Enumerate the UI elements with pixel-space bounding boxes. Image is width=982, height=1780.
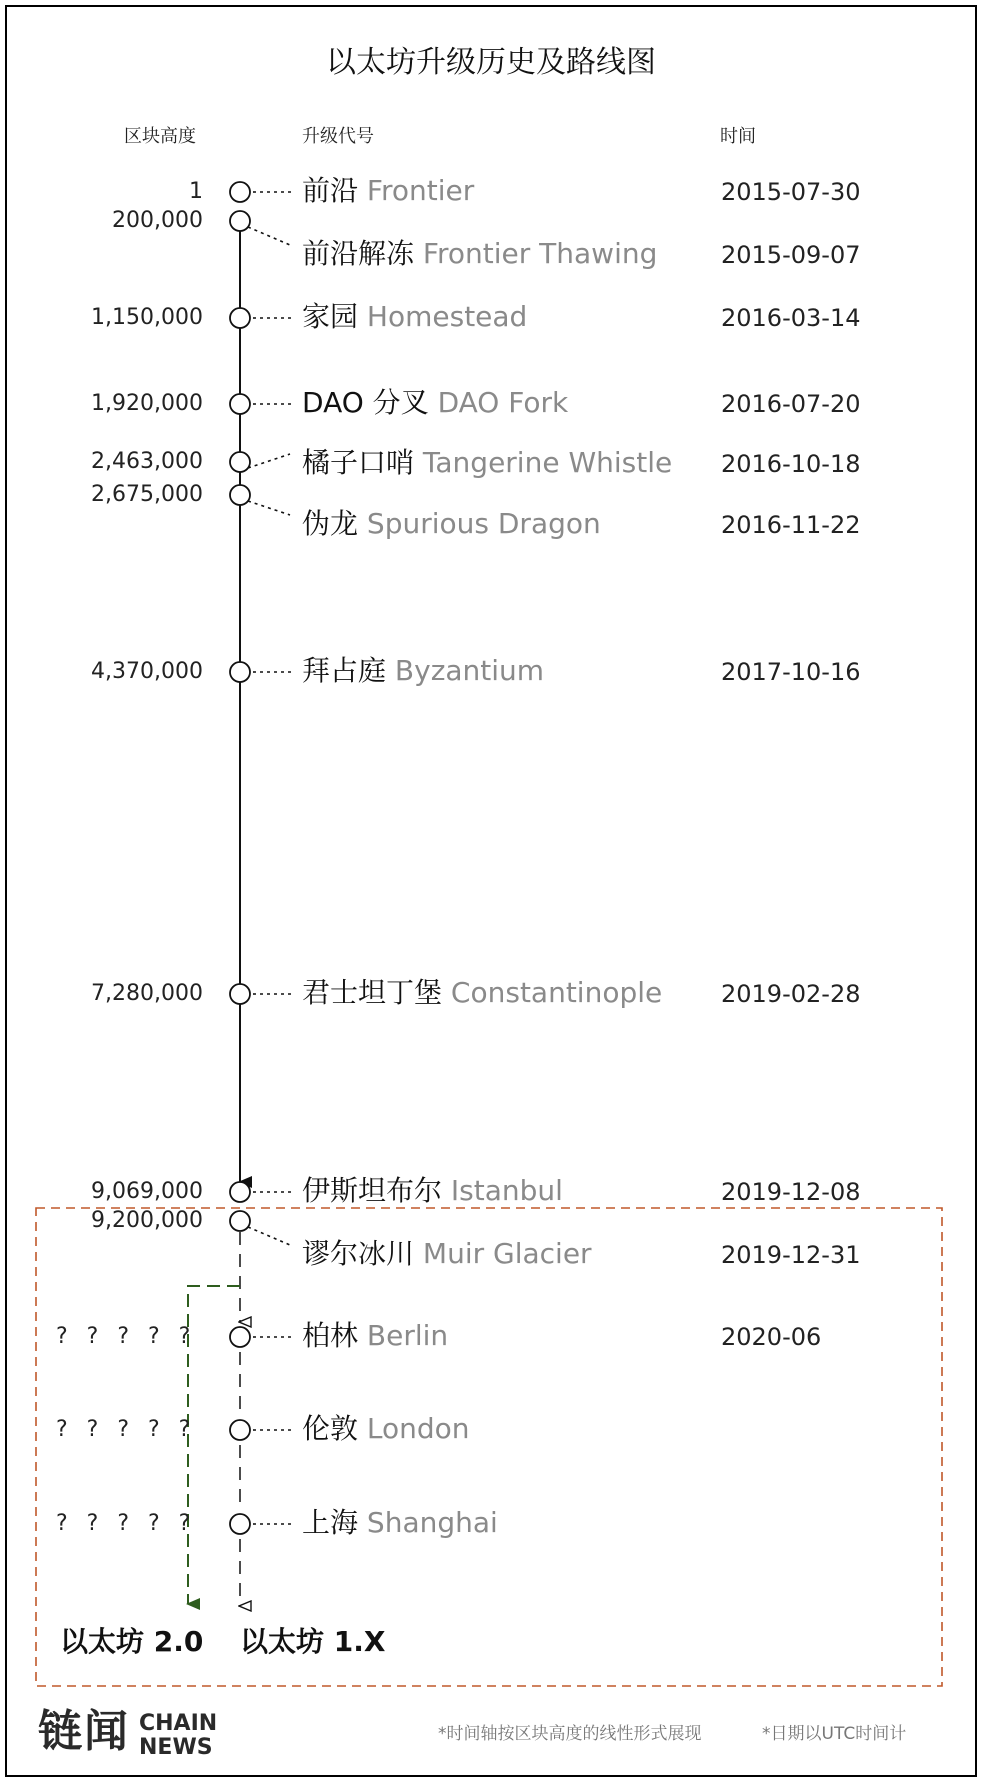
header-time: 时间	[720, 126, 756, 147]
upgrade-name	[302, 237, 658, 270]
block-height: ? ? ? ? ?	[56, 1417, 197, 1442]
upgrade-name-en: Frontier	[366, 174, 475, 207]
chainnews-logo-cn: 链闻	[38, 1706, 130, 1757]
timeline-node	[230, 1327, 250, 1347]
upgrade-name-cn: 拜占庭	[302, 654, 387, 687]
timeline-node	[230, 984, 250, 1004]
upgrade-date: 2017-10-16	[721, 658, 861, 686]
block-height: 7,280,000	[91, 981, 203, 1006]
upgrade-name	[302, 507, 601, 540]
upgrade-name-cn: 上海	[302, 1506, 359, 1539]
upgrade-name-en: Istanbul	[450, 1174, 563, 1207]
timeline-node	[230, 662, 250, 682]
upgrade-name-cn: 柏林	[302, 1319, 359, 1352]
upgrade-name-en: DAO Fork	[437, 386, 569, 419]
upgrade-date: 2019-12-08	[721, 1178, 861, 1206]
upgrade-date: 2016-10-18	[721, 450, 861, 478]
upgrade-date: 2015-07-30	[721, 178, 861, 206]
upgrade-date: 2016-03-14	[721, 304, 861, 332]
upgrade-name-en: Homestead	[366, 300, 528, 333]
chainnews-logo-line2: NEWS	[139, 1735, 213, 1760]
node-connector	[248, 227, 290, 245]
block-height: ? ? ? ? ?	[56, 1324, 197, 1349]
upgrade-name-en: Shanghai	[366, 1506, 498, 1539]
upgrade-name-cn: DAO 分叉	[302, 386, 429, 419]
upgrade-name	[302, 1319, 449, 1352]
upgrade-name	[302, 446, 673, 479]
upgrade-date: 2016-11-22	[721, 511, 861, 539]
upgrade-date: 2016-07-20	[721, 390, 861, 418]
upgrade-name-cn: 伊斯坦布尔	[302, 1174, 443, 1207]
future-roadmap-box	[36, 1208, 942, 1686]
upgrade-name	[302, 654, 545, 687]
upgrade-name-cn: 君士坦丁堡	[302, 976, 443, 1009]
timeline-node	[230, 1420, 250, 1440]
block-height: 9,200,000	[91, 1208, 203, 1233]
timeline-node	[230, 1514, 250, 1534]
footnote-date: *日期以UTC时间计	[762, 1724, 907, 1744]
upgrade-date: 2019-02-28	[721, 980, 861, 1008]
upgrade-name-cn: 前沿解冻	[302, 237, 415, 270]
block-height: 9,069,000	[91, 1179, 203, 1204]
block-height: 4,370,000	[91, 659, 203, 684]
upgrade-name-cn: 前沿	[302, 174, 359, 207]
upgrade-name-en: London	[366, 1412, 470, 1445]
upgrade-name-en: Spurious Dragon	[366, 507, 601, 540]
timeline-node	[230, 182, 250, 202]
page-title: 以太坊升级历史及路线图	[326, 45, 656, 80]
block-height: 1,150,000	[91, 305, 203, 330]
upgrade-name	[302, 1506, 498, 1539]
header-codename: 升级代号	[302, 126, 374, 147]
chainnews-logo-line1: CHAIN	[139, 1711, 218, 1736]
timeline-node	[230, 452, 250, 472]
node-connector	[248, 1227, 290, 1245]
upgrade-name-en: Frontier Thawing	[422, 237, 658, 270]
upgrade-name-cn: 家园	[302, 300, 359, 333]
timeline-node	[230, 1211, 250, 1231]
upgrade-name-cn: 伪龙	[302, 507, 359, 540]
timeline-node	[230, 211, 250, 231]
upgrade-date: 2020-06	[721, 1323, 822, 1351]
block-height: 1	[189, 179, 203, 204]
upgrade-name-cn: 橘子口哨	[302, 446, 415, 479]
block-height: 2,675,000	[91, 482, 203, 507]
eth1x-label: 以太坊 1.X	[240, 1625, 386, 1658]
eth2-label: 以太坊 2.0	[60, 1625, 204, 1658]
upgrade-name	[302, 174, 475, 207]
node-connector	[248, 454, 290, 468]
timeline-node	[230, 485, 250, 505]
upgrade-name-en: Tangerine Whistle	[422, 446, 673, 479]
upgrade-date: 2015-09-07	[721, 241, 861, 269]
upgrade-name-en: Constantinople	[450, 976, 663, 1009]
upgrade-name-en: Berlin	[366, 1319, 449, 1352]
upgrade-name	[302, 1237, 592, 1270]
upgrade-name	[302, 976, 663, 1009]
block-height: 2,463,000	[91, 449, 203, 474]
block-height: 200,000	[112, 208, 203, 233]
upgrade-name-cn: 谬尔冰川	[302, 1237, 415, 1270]
upgrade-name-cn: 伦敦	[302, 1412, 359, 1445]
block-height: 1,920,000	[91, 391, 203, 416]
upgrade-name	[302, 386, 569, 419]
upgrade-name	[302, 300, 528, 333]
upgrade-date: 2019-12-31	[721, 1241, 861, 1269]
timeline-node	[230, 394, 250, 414]
upgrade-name	[302, 1412, 470, 1445]
node-connector	[248, 501, 290, 515]
footnote-scale: *时间轴按区块高度的线性形式展现	[438, 1724, 702, 1744]
timeline-node	[230, 308, 250, 328]
header-block-height: 区块高度	[124, 126, 196, 147]
timeline-node	[230, 1182, 250, 1202]
block-height: ? ? ? ? ?	[56, 1511, 197, 1536]
upgrade-name-en: Byzantium	[394, 654, 545, 687]
upgrade-name-en: Muir Glacier	[422, 1237, 592, 1270]
upgrade-name	[302, 1174, 563, 1207]
